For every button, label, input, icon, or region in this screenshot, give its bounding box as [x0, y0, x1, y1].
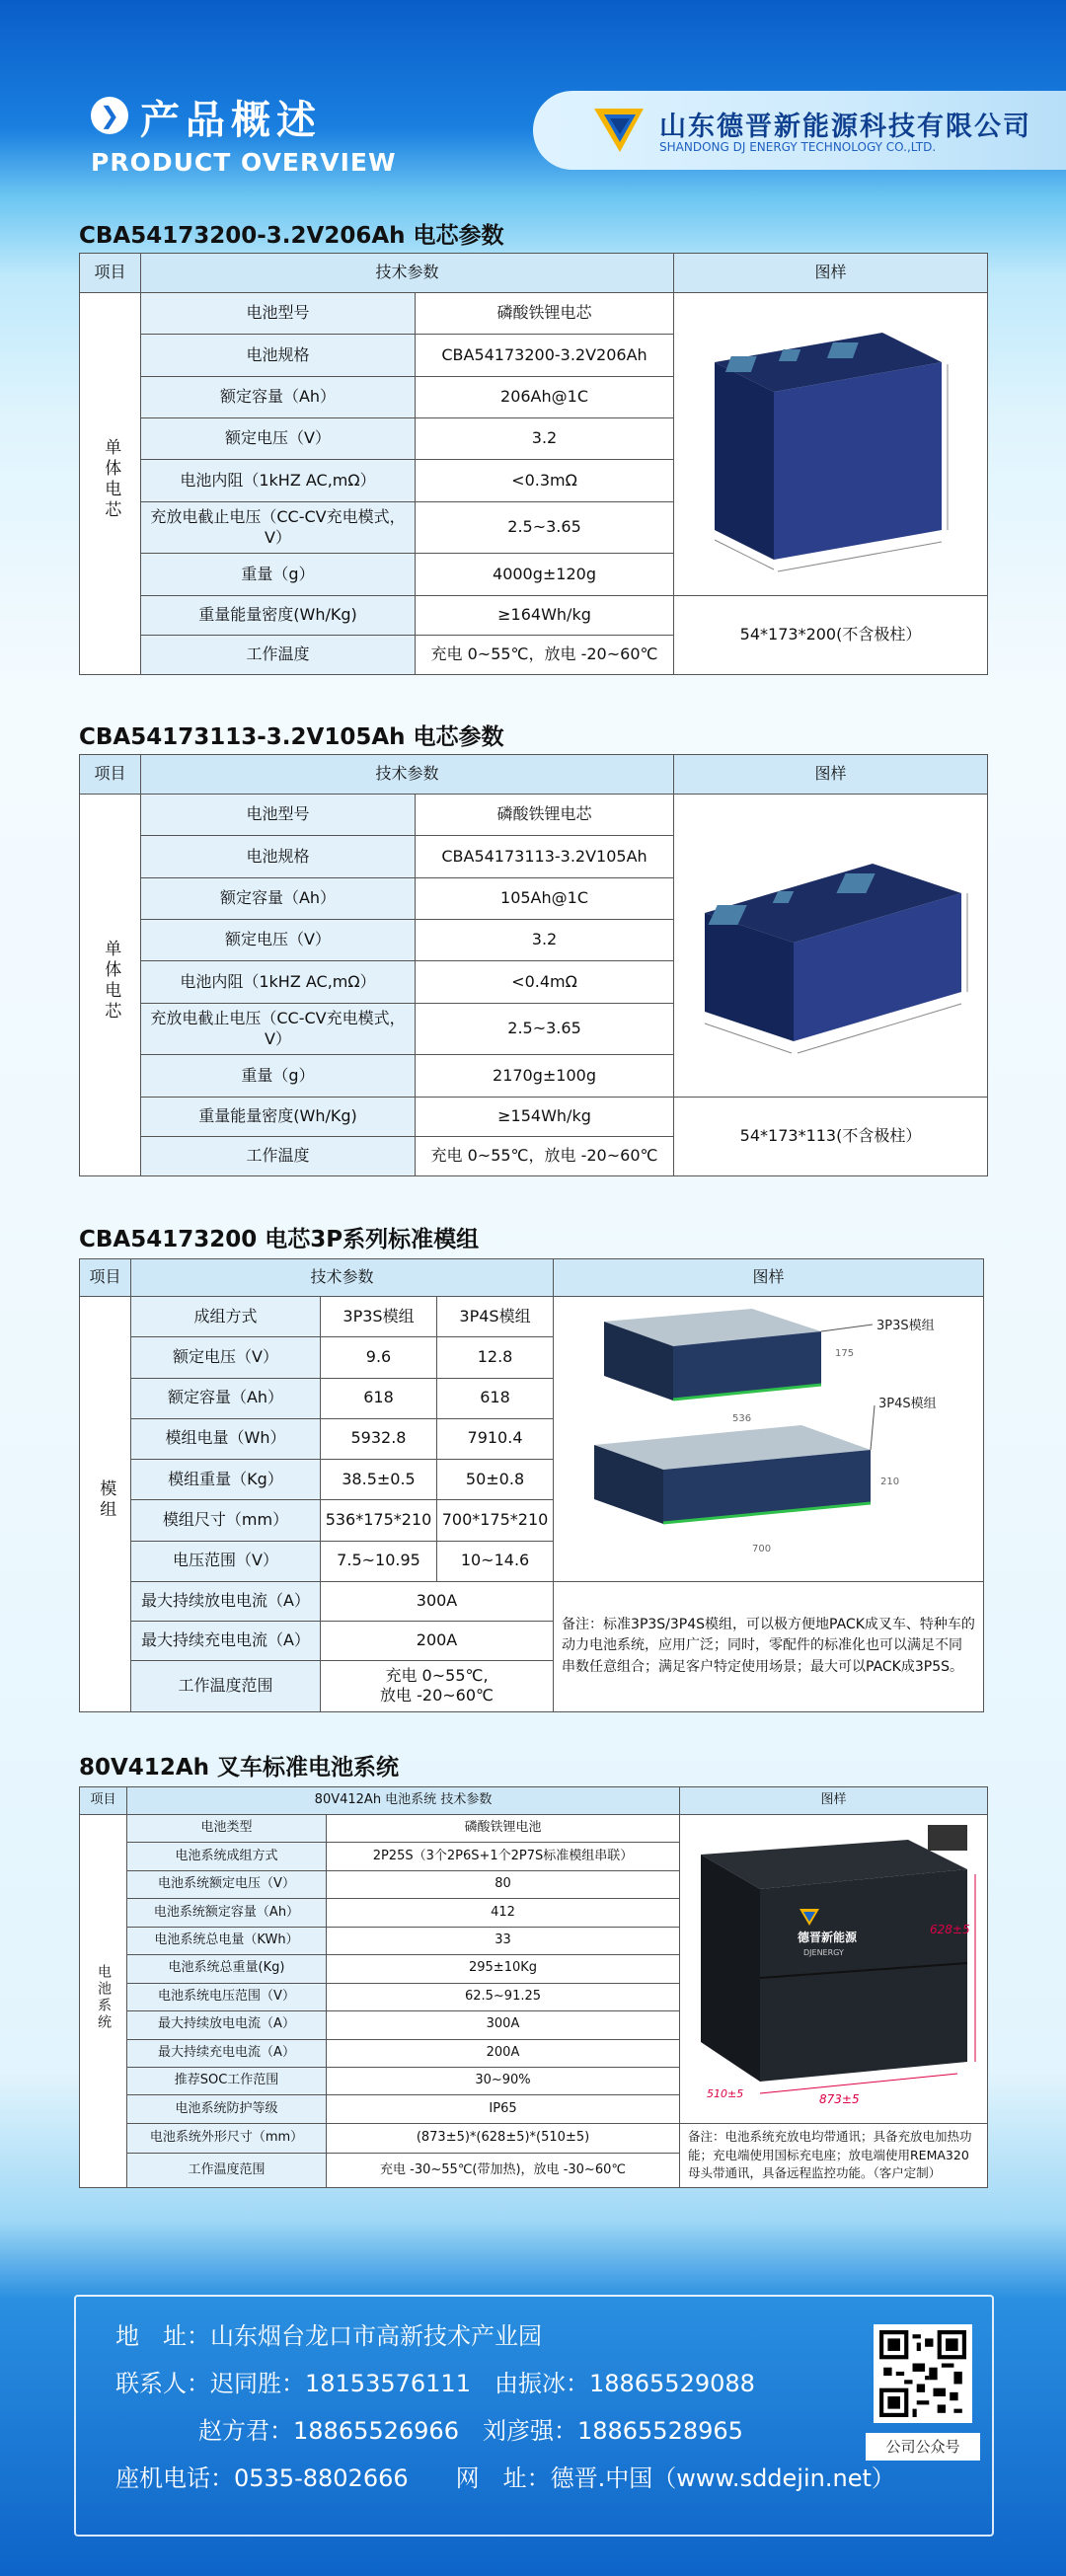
system-image — [680, 1815, 988, 2124]
row-value: 295±10Kg — [327, 1955, 680, 1983]
row-label: 额定容量（Ah） — [141, 877, 416, 919]
row-value: (873±5)*(628±5)*(510±5) — [327, 2123, 680, 2153]
row-value-a: 618 — [321, 1378, 437, 1418]
row-value-a: 9.6 — [321, 1337, 437, 1378]
row-label: 电池型号 — [141, 795, 416, 836]
row-label: 最大持续放电电流（A） — [127, 2011, 327, 2039]
row-label: 重量（g） — [141, 1055, 416, 1097]
module-title: CBA54173200 电芯3P系列标准模组 — [79, 1227, 480, 1252]
row-value: IP65 — [327, 2095, 680, 2124]
dim-536: 536 — [731, 1413, 751, 1424]
row-value — [321, 1660, 554, 1711]
row-value: 3.2 — [416, 919, 674, 960]
row-value: 磷酸铁锂电芯 — [416, 795, 674, 836]
module-table — [79, 1258, 984, 1712]
dim-700: 700 — [751, 1544, 771, 1554]
category-text: 电池系统 — [96, 1964, 112, 2032]
battery-system-illustration — [681, 1815, 987, 2117]
row-label: 电池内阻（1kHZ AC,mΩ） — [141, 460, 416, 501]
system-brand-en: DJENERGY — [802, 1948, 844, 1957]
row-label: 电池规格 — [141, 335, 416, 376]
row-value-b: 12.8 — [437, 1337, 554, 1378]
row-label: 工作温度范围 — [131, 1660, 321, 1711]
category-text: 单体电芯 — [101, 437, 121, 521]
row-value-b: 10~14.6 — [437, 1541, 554, 1581]
dim-628: 628±5 — [929, 1923, 970, 1936]
row-value: 105Ah@1C — [416, 877, 674, 919]
temp-line-2: 放电 -20~60℃ — [380, 1686, 494, 1705]
row-value-b: 618 — [437, 1378, 554, 1418]
chevron-right-icon: ❯ — [91, 97, 128, 134]
row-label: 充放电截止电压（CC-CV充电模式，V） — [141, 501, 416, 554]
row-value: 充电 0~55℃，放电 -20~60℃ — [416, 635, 674, 674]
row-value-b: 7910.4 — [437, 1418, 554, 1459]
row-label: 额定电压（V） — [141, 919, 416, 960]
row-value: 62.5~91.25 — [327, 1983, 680, 2010]
row-value: 300A — [321, 1581, 554, 1621]
system-brand-cn: 德晋新能源 — [797, 1931, 857, 1944]
row-value: 2P25S（3个2P6S+1个2P7S标准模组串联） — [327, 1843, 680, 1870]
module-note: 备注：标准3P3S/3P4S模组，可以极方便地PACK成叉车、特种车的动力电池系统，应用广泛；同时，零配件的标准化也可以满足不同串数任意组合；满足客户特定使用场景；最大可以PACK成3P5S。 — [554, 1581, 984, 1711]
page-title: 产品概述 — [140, 98, 322, 143]
row-value: CBA54173113-3.2V105Ah — [416, 836, 674, 877]
row-value-b: 50±0.8 — [437, 1460, 554, 1500]
category-text: 单体电芯 — [101, 939, 121, 1023]
row-value-a: 3P3S模组 — [321, 1297, 437, 1337]
page-header — [0, 0, 1066, 197]
row-value: 200A — [327, 2039, 680, 2067]
col-image: 图样 — [680, 1787, 988, 1815]
row-value: <0.4mΩ — [416, 961, 674, 1003]
label-3p4s: 3P4S模组 — [877, 1397, 937, 1411]
col-item: 项目 — [80, 1787, 127, 1815]
row-label: 工作温度 — [141, 635, 416, 674]
category-text: 模组 — [96, 1478, 116, 1521]
battery-cell-illustration — [675, 795, 987, 1091]
row-value-b: 700*175*210 — [437, 1500, 554, 1541]
row-label: 电池系统总重量(Kg) — [127, 1955, 327, 1983]
category-label — [80, 1297, 131, 1712]
company-banner — [533, 91, 1066, 170]
label-3p3s: 3P3S模组 — [876, 1319, 935, 1333]
col-item: 项目 — [80, 254, 141, 293]
battery-cell-illustration — [675, 293, 987, 589]
col-image: 图样 — [554, 1259, 984, 1297]
system-note: 备注：电池系统充放电均带通讯；具备充放电加热功能；充电端使用国标充电座；放电端使用REMA320母头带通讯，具备远程监控功能。（客户定制） — [680, 2123, 988, 2187]
contact-footer — [74, 2295, 994, 2537]
temp-line-1: 充电 0~55℃, — [385, 1665, 489, 1685]
row-label: 最大持续放电电流（A） — [131, 1581, 321, 1621]
row-value: 206Ah@1C — [416, 376, 674, 417]
qr-label: 公司公众号 — [866, 2433, 980, 2461]
row-value: 2.5~3.65 — [416, 501, 674, 554]
qr-code-icon[interactable] — [874, 2324, 972, 2423]
row-label: 模组尺寸（mm） — [131, 1500, 321, 1541]
row-value-a: 7.5~10.95 — [321, 1541, 437, 1581]
category-label — [80, 1815, 127, 2188]
dim-175: 175 — [834, 1348, 854, 1359]
row-value-a: 536*175*210 — [321, 1500, 437, 1541]
page-subtitle: PRODUCT OVERVIEW — [91, 148, 397, 177]
row-label: 电池系统电压范围（V） — [127, 1983, 327, 2010]
row-label: 电池系统额定容量（Ah） — [127, 1899, 327, 1927]
row-label: 电池内阻（1kHZ AC,mΩ） — [141, 961, 416, 1003]
row-label: 重量能量密度(Wh/Kg) — [141, 1097, 416, 1136]
category-label — [80, 795, 141, 1176]
row-label: 充放电截止电压（CC-CV充电模式，V） — [141, 1003, 416, 1055]
row-label: 电压范围（V） — [131, 1541, 321, 1581]
row-value: 磷酸铁锂电芯 — [416, 293, 674, 335]
row-value: 充电 -30~55℃(带加热)，放电 -30~60℃ — [327, 2154, 680, 2188]
cell105-dims: 54*173*113(不含极柱） — [674, 1097, 988, 1175]
row-value: ≥164Wh/kg — [416, 595, 674, 635]
row-value: 412 — [327, 1899, 680, 1927]
row-value: 30~90% — [327, 2067, 680, 2094]
row-label: 最大持续充电电流（A） — [127, 2039, 327, 2067]
cell206-table — [79, 253, 988, 675]
col-item: 项目 — [80, 1259, 131, 1297]
row-label: 电池类型 — [127, 1815, 327, 1843]
row-value: 200A — [321, 1621, 554, 1660]
dim-510: 510±5 — [706, 2087, 743, 2100]
row-label: 模组重量（Kg） — [131, 1460, 321, 1500]
row-value: 2.5~3.65 — [416, 1003, 674, 1055]
row-value: 33 — [327, 1927, 680, 1954]
module-illustration — [555, 1297, 983, 1575]
contact-line-2: 赵方君：18865526966 刘彦强：18865528965 — [198, 2417, 743, 2445]
row-value: 300A — [327, 2011, 680, 2039]
dim-210: 210 — [879, 1477, 899, 1487]
row-label: 电池系统额定电压（V） — [127, 1870, 327, 1898]
system-table — [79, 1786, 988, 2188]
cell206-image — [674, 293, 988, 596]
row-label: 重量能量密度(Wh/Kg) — [141, 595, 416, 635]
module-image — [554, 1297, 984, 1582]
col-params: 80V412Ah 电池系统 技术参数 — [127, 1787, 680, 1815]
row-value: 磷酸铁锂电池 — [327, 1815, 680, 1843]
cell105-table — [79, 754, 988, 1176]
col-params: 技术参数 — [131, 1259, 554, 1297]
row-label: 额定容量（Ah） — [131, 1378, 321, 1418]
row-label: 电池规格 — [141, 836, 416, 877]
cell105-title: CBA54173113-3.2V105Ah 电芯参数 — [79, 724, 504, 750]
cell105-image — [674, 795, 988, 1098]
row-value: 3.2 — [416, 417, 674, 459]
phone-website[interactable]: 座机电话：0535-8802666 网 址：德晋.中国（www.sddejin.net） — [115, 2464, 895, 2492]
address: 地 址：山东烟台龙口市高新技术产业园 — [115, 2322, 542, 2350]
row-value-a: 38.5±0.5 — [321, 1460, 437, 1500]
row-label: 额定电压（V） — [141, 417, 416, 459]
category-label — [80, 293, 141, 675]
row-label: 工作温度 — [141, 1136, 416, 1175]
col-item: 项目 — [80, 755, 141, 795]
row-value: 80 — [327, 1870, 680, 1898]
row-label: 电池系统防护等级 — [127, 2095, 327, 2124]
col-params: 技术参数 — [141, 254, 674, 293]
qr-code-graphic — [879, 2330, 966, 2417]
row-label: 重量（g） — [141, 554, 416, 595]
row-label: 推荐SOC工作范围 — [127, 2067, 327, 2094]
dim-873: 873±5 — [818, 2092, 860, 2106]
row-label: 额定容量（Ah） — [141, 376, 416, 417]
cell206-dims: 54*173*200(不含极柱） — [674, 595, 988, 674]
row-label: 工作温度范围 — [127, 2154, 327, 2188]
row-value-a: 5932.8 — [321, 1418, 437, 1459]
row-label: 电池系统成组方式 — [127, 1843, 327, 1870]
company-name-cn: 山东德晋新能源科技有限公司 — [659, 112, 1031, 142]
row-value-b: 3P4S模组 — [437, 1297, 554, 1337]
row-label: 最大持续充电电流（A） — [131, 1621, 321, 1660]
col-params: 技术参数 — [141, 755, 674, 795]
row-label: 电池系统外形尺寸（mm） — [127, 2123, 327, 2153]
row-value: <0.3mΩ — [416, 460, 674, 501]
row-label: 额定电压（V） — [131, 1337, 321, 1378]
row-value: ≥154Wh/kg — [416, 1097, 674, 1136]
company-name-en: SHANDONG DJ ENERGY TECHNOLOGY CO.,LTD. — [659, 140, 937, 154]
row-value: 4000g±120g — [416, 554, 674, 595]
col-image: 图样 — [674, 254, 988, 293]
row-label: 成组方式 — [131, 1297, 321, 1337]
row-label: 电池型号 — [141, 293, 416, 335]
row-value: CBA54173200-3.2V206Ah — [416, 335, 674, 376]
cell206-title: CBA54173200-3.2V206Ah 电芯参数 — [79, 223, 504, 249]
row-label: 模组电量（Wh） — [131, 1418, 321, 1459]
row-value: 充电 0~55℃，放电 -20~60℃ — [416, 1136, 674, 1175]
row-value: 2170g±100g — [416, 1055, 674, 1097]
row-label: 电池系统总电量（KWh） — [127, 1927, 327, 1954]
connector-icon — [928, 1825, 967, 1851]
col-image: 图样 — [674, 755, 988, 795]
system-title: 80V412Ah 叉车标准电池系统 — [79, 1755, 399, 1780]
contact-line-1: 联系人：迟同胜：18153576111 由振冰：18865529088 — [115, 2370, 755, 2397]
company-logo-icon — [590, 101, 647, 158]
